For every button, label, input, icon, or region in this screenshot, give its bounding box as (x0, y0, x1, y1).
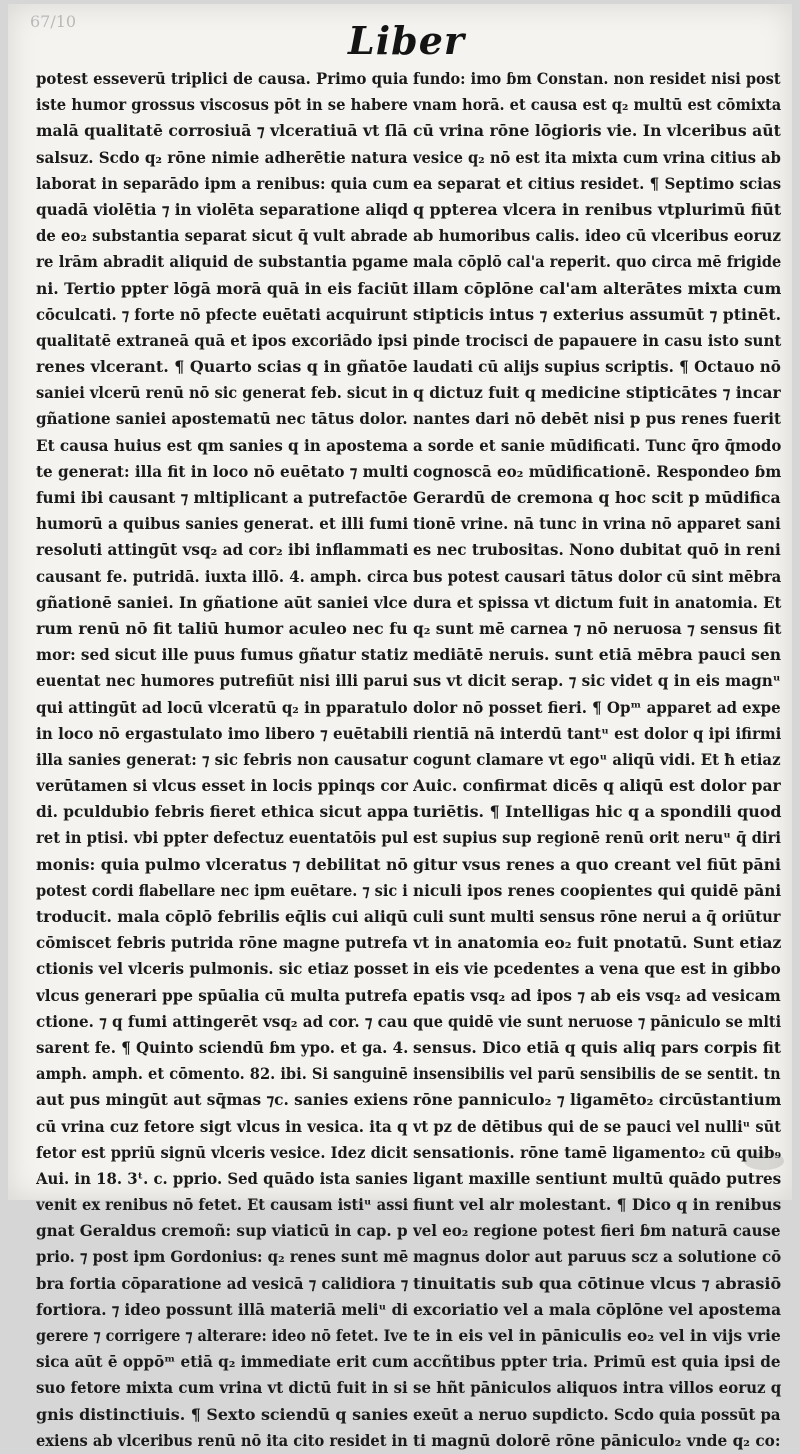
text-line: resoluti attingūt vsq₂ ad cor₂ ibi inflammati (36, 540, 409, 560)
text-line: mala cōplō cal'a reperit. quo circa mē frigide (413, 252, 782, 272)
text-line: cognoscā eo₂ mūdificationē. Respondeo ɓm (413, 461, 782, 481)
text-column-right (413, 66, 785, 1454)
text-line: prio. ⁊ post ipm Gordonius: q₂ renes sunt mē (36, 1247, 409, 1267)
text-line: fiunt vel alr molestant. ¶ Dico q in renibus (413, 1195, 782, 1215)
text-line: a sorde et sanie mūdificati. Tunc q̄ro q̄modo (413, 435, 782, 455)
text-line: pinde trocisci de papauere in casu isto sunt (413, 330, 782, 350)
text-line: se hñt pāniculos aliquos intra villos eoruz q (413, 1378, 782, 1398)
text-column-left (36, 66, 412, 1454)
text-line: venit ex renibus nō fetet. Et causam istiᵘ assi (36, 1195, 409, 1215)
text-line: exiens ab vlceribus renū nō ita cito residet in (36, 1430, 408, 1450)
text-line: dolor nō posset fieri. ¶ Opᵐ apparet ad expe (413, 697, 781, 717)
text-line: qualitatē extraneā quā et ipos excoriādo ipsi (36, 330, 408, 350)
folio-mark: 67/10 (30, 12, 77, 31)
text-line: Et causa huius est qm sanies q in apostema (36, 435, 408, 455)
text-line: fundo: imo ɓm Constan. non residet nisi post (413, 69, 781, 88)
text-line: vt pz de dētibus qui de se pauci vel nulliᵘ sūt (413, 1116, 781, 1136)
text-line: aut pus mingūt aut sq̄mas ⁊c. sanies exiens (36, 1090, 409, 1110)
text-line: Gerardū de cremona q hoc scit p mūdifica (413, 488, 781, 507)
text-line: te in eis vel in pāniculis eo₂ vel in vijs vrie (413, 1326, 781, 1345)
text-line: tionē vrine. nā tunc in vrina nō apparet sani (413, 514, 781, 534)
ink-smudge (744, 1152, 784, 1170)
text-line: potest cordi flabellare nec ipm euētare. ⁊ sic i (36, 880, 408, 900)
text-line: troducit. mala cōplō febrilis eq̄lis cui aliqū (36, 907, 408, 926)
text-line: salsuz. Scdo q₂ rōne nimie adherētie natura (36, 147, 408, 167)
text-line: exeūt a neruo supdicto. Scdo quia possūt pa (413, 1404, 781, 1424)
text-line: vel eo₂ regione potest fieri ɓm naturā cause (413, 1221, 781, 1241)
text-line: potest esseverū triplici de causa. Primo quia (36, 69, 409, 88)
text-line: culi sunt multi sensus rōne nerui a q̄ oriūtur (413, 907, 781, 926)
text-line: sensationis. rōne tamē ligamento₂ cū quib₉ (413, 1142, 782, 1162)
text-line: quadā violētia ⁊ in violēta separatione aliqd (36, 199, 409, 219)
text-line: suo fetore mixta cum vrina vt dictū fuit in si (36, 1378, 408, 1398)
text-line: epatis vsq₂ ad ipos ⁊ ab eis vsq₂ ad vesicam (413, 985, 781, 1005)
text-line: amph. amph. et cōmento. 82. ibi. Si sanguinē (36, 1064, 408, 1084)
text-line: insensibilis vel parū sensibilis de se sentit. tn (413, 1064, 781, 1084)
text-line: sica aūt ē oppōᵐ etiā q₂ immediate erit cum (36, 1352, 409, 1372)
text-line: dura et spissa vt dictum fuit in anatomia. Et (413, 592, 782, 612)
text-line: re lrām abradit aliquid de substantia pgame (36, 252, 409, 272)
text-line: cogunt clamare vt egoᵘ aliqū vidi. Et ħ etiaz (413, 749, 781, 769)
text-line: di. pculdubio febris fieret ethica sicut appa (36, 802, 409, 822)
text-line: in eis vie pcedentes a vena que est in gibbo (413, 959, 781, 979)
text-line: q dictuz fuit q medicine stipticātes ⁊ incar (413, 383, 781, 403)
text-line: monis: quia pulmo vlceratus ⁊ debilitat nō (36, 854, 408, 874)
text-line: q₂ sunt mē carnea ⁊ nō neruosa ⁊ sensus fit (413, 618, 782, 638)
text-line: ti magnū dolorē rōne pāniculo₂ vnde q₂ co: (413, 1430, 781, 1450)
text-line: vnam horā. et causa est q₂ multū est cōmixta (413, 95, 782, 115)
text-line: vesice q₂ nō est ita mixta cum vrina citius ab (413, 147, 781, 167)
text-line: ligant maxille sentiunt multū quādo putres (413, 1168, 782, 1188)
text-line: sarent fe. ¶ Quinto sciendū ɓm ypo. et ga. 4. (36, 1037, 409, 1057)
text-line: illam cōplōne cal'am alterātes mixta cum (413, 278, 782, 298)
text-line: q ppterea vlcera in renibus vtplurimū fiūt (413, 199, 782, 219)
text-line: cōmiscet febris putrida rōne magne putrefa (36, 933, 408, 953)
text-line: verūtamen si vlcus esset in locis ppinqs cor (36, 776, 408, 796)
text-line: mor: sed sicut ille puus fumus gñatur statiz (36, 645, 408, 665)
text-line: ret in ptisi. vbi ppter defectuz euentatōis pul (36, 828, 409, 848)
text-line: ctionis vel vlceris pulmonis. sic etiaz posset (36, 959, 409, 979)
text-line: cōculcati. ⁊ forte nō pfecte euētati acquirunt (36, 304, 408, 324)
text-line: ab humoribus calis. ideo cū vlceribus eoruz (413, 226, 781, 246)
text-line: vlcus generari ppe spūalia cū multa putrefa (36, 985, 408, 1005)
text-line: turiētis. ¶ Intelligas hic q a spondili quod (413, 802, 782, 822)
text-line: humorū a quibus sanies generat. et illi fumi (36, 514, 409, 534)
text-line: iste humor grossus viscosus pōt in se habere (36, 95, 408, 115)
text-line: fetor est ppriū signū vlceris vesice. Idez dicit (36, 1142, 408, 1162)
text-line: gñationē saniei. In gñatione aūt saniei vlce (36, 592, 408, 612)
text-line: ctione. ⁊ q fumi attingerēt vsq₂ ad cor. ⁊ cau (36, 1011, 408, 1031)
text-line: es nec trubositas. Nono dubitat quō in reni (413, 540, 781, 560)
text-line: nantes dari nō debēt nisi p pus renes fuerit (413, 409, 781, 429)
text-line: tinuitatis sub qua cōtinue vlcus ⁊ abrasiō (413, 1273, 782, 1293)
text-line: accñtibus ppter tria. Primū est quia ipsi de (413, 1352, 781, 1372)
text-line: sensus. Dico etiā q quis aliq pars corpis fit (413, 1037, 782, 1057)
text-line: excoriatio vel a mala cōplōne vel apostema (413, 1299, 782, 1319)
text-line: rientiā nā interdū tantᵘ est dolor q ipi ifirmi (413, 723, 782, 743)
text-line: bra fortia cōparatione ad vesicā ⁊ calidiora ⁊ (36, 1273, 409, 1293)
text-line: que quidē vie sunt neruose ⁊ pāniculo se mlti (413, 1011, 782, 1031)
text-line: euentat nec humores putrefiūt nisi illi parui (36, 671, 409, 691)
text-line: vt in anatomia eo₂ fuit pnotatū. Sunt etiaz (413, 933, 782, 953)
text-line: ea separat et citius residet. ¶ Septimo scias (413, 173, 782, 193)
text-line: mediātē neruis. sunt etiā mēbra pauci sen (413, 645, 782, 665)
text-line: gitur vsus renes a quo creant vel fiūt pāni (413, 854, 782, 874)
text-line: gerere ⁊ corrigere ⁊ alterare: ideo nō fetet. Ive (36, 1326, 408, 1345)
text-line: gñatione saniei apostematū nec tātus dolor. (36, 409, 408, 429)
text-line: malā qualitatē corrosiuā ⁊ vlceratiuā vt ſlā (36, 121, 408, 141)
text-line: est supius sup regionē renū orit neruᵘ q̄ diri (413, 828, 782, 848)
text-line: renes vlcerant. ¶ Quarto scias q in gñatōe (36, 357, 408, 377)
text-line: laudati cū alijs supius scriptis. ¶ Octauo nō (413, 357, 781, 377)
text-line: illa sanies generat: ⁊ sic febris non causatur (36, 749, 408, 769)
text-line: rōne panniculo₂ ⁊ ligamēto₂ circūstantium (413, 1090, 782, 1110)
text-line: cū vrina cuz fetore sigt vlcus in vesica. ita q (36, 1116, 408, 1136)
manuscript-page (8, 4, 792, 1450)
text-line: laborat in separādo ipm a renibus: quia cum (36, 173, 409, 193)
text-line: gnat Geraldus cremoñ: sup viaticū in cap. p (36, 1221, 408, 1241)
text-line: cū vrina rōne lōgioris vie. In vlceribus aūt (413, 121, 781, 141)
text-line: in loco nō ergastulato imo libero ⁊ euētabili (36, 723, 409, 743)
text-line: de eo₂ substantia separat sicut q̄ vult abrade (36, 226, 408, 246)
text-line: fortiora. ⁊ ideo possunt illā materiā meliᵘ di (36, 1299, 408, 1319)
text-line: causant fe. putridā. iuxta illō. 4. amph. circa (36, 566, 409, 586)
text-line: bus potest causari tātus dolor cū sint mēbra (413, 566, 782, 586)
text-line: Aui. in 18. 3ᵗ. c. pprio. Sed quādo ista sanies (36, 1168, 408, 1188)
text-line: rum renū nō fit taliū humor aculeo nec fu (36, 618, 408, 638)
text-line: ni. Tertio ppter lōgā morā quā in eis faciūt (36, 278, 409, 298)
text-line: niculi ipos renes coopientes qui quidē pāni (413, 880, 782, 900)
text-line: magnus dolor aut paruus scz a solutione cō (413, 1247, 782, 1267)
text-line: qui attingūt ad locū vlceratū q₂ in pparatulo (36, 697, 408, 717)
text-line: gnis distinctiuis. ¶ Sexto sciendū q sanies (36, 1404, 408, 1424)
page-title: Liber (348, 18, 465, 63)
text-line: fumi ibi causant ⁊ mltiplicant a putrefactōe (36, 488, 408, 507)
text-line: stipticis intus ⁊ exterius assumūt ⁊ ptinēt. (413, 304, 782, 324)
text-line: sus vt dicit serap. ⁊ sic videt q in eis magnᵘ (413, 671, 781, 691)
text-line: te generat: illa fit in loco nō euētato ⁊ multi (36, 461, 409, 481)
text-line: saniei vlcerū renū nō sic generat feb. sicut in (36, 383, 409, 403)
text-line: Auic. confirmat dicēs q aliqū est dolor par (413, 776, 781, 796)
